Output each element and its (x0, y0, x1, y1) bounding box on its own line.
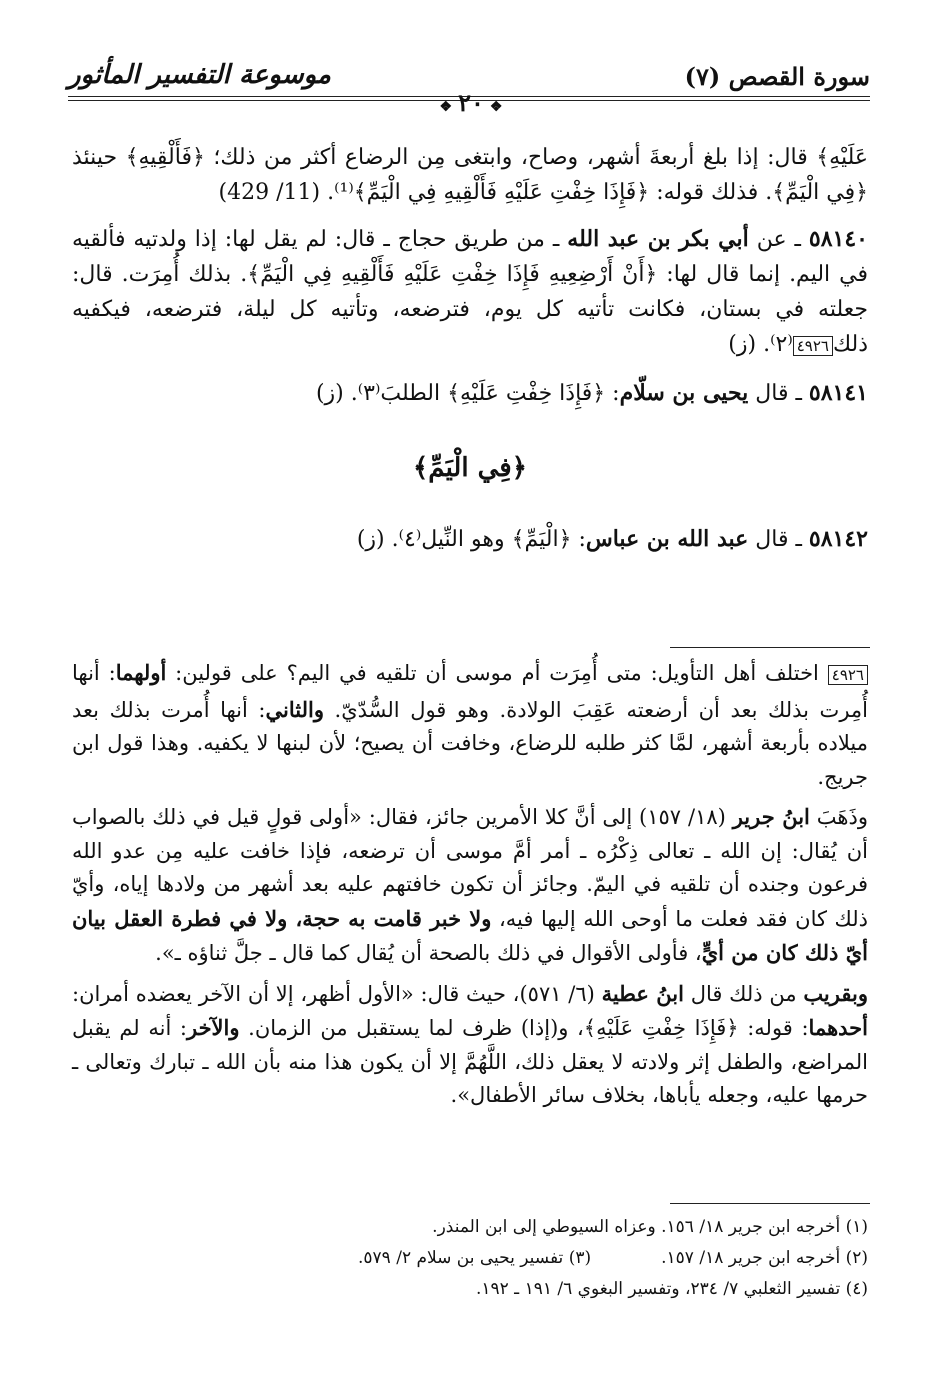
main-text (72, 140, 868, 569)
commentary-text: اختلف أهل التأويل: متى أُمِرَت أم موسى أن تلقيه في اليم؟ على قولين: (166, 661, 828, 685)
narration-number: ٥٨١٤١ (808, 380, 868, 406)
narration-text: : ﴿فَإِذَا خِفْتِ عَلَيْهِ﴾ الطلبَ⁽٣⁾. (ز) (315, 381, 620, 406)
ornament-icon: ❖ (489, 99, 503, 115)
narration-text: ـ من طريق حجاج ـ قال: لم يقل لها: إذا ولدتيه فألقيه في اليم. إنما قال لها: ﴿أَنْ أَرْضِعِيهِ فَإِذَا خِفْتِ عَلَيْهِ فَأَلْقِيهِ فِي الْيَمِّ﴾. بذلك أُمِرَت. قال: جعلته في بستان، فكانت تأتيه كل يوم، فترضعه، وتأتيه كل ليلة، فترضعه، فيكفيه ذلك (72, 227, 868, 357)
footnote-1: (١) أخرجه ابن جرير ١٨/ ١٥٦. وعزاه السيوطي إلى ابن المنذر. (432, 1217, 868, 1237)
commentary-bold: أحدهما (808, 1015, 868, 1040)
narration-number: ٥٨١٤٢ (808, 526, 868, 552)
commentary-bold: ابنُ عطية (601, 980, 684, 1006)
encyclopedia-title: موسوعة التفسير المأثور (68, 60, 331, 90)
narration-text: ـ عن (748, 227, 809, 252)
commentary-bold: والآخر (186, 1015, 240, 1040)
commentary-bold: والثاني (265, 696, 324, 722)
commentary-bold: وبقريب (803, 980, 868, 1006)
footnote-divider (670, 1203, 870, 1204)
commentary-text: : أنها أُمرت بذلك بعد ميلاده بأربعة أشهر، لمَّا كثر طلبه للرضاع، وخافت أن يصيح؛ لأن لبنها لا يكفيه. وهذا قول ابن جريج. (72, 697, 868, 789)
commentary-bold: أولهما (115, 660, 167, 685)
paragraph-continuation: عَلَيْهِ﴾ قال: إذا بلغ أربعةَ أشهر، وصاح، وابتغى مِن الرضاع أكثر من ذلك؛ ﴿فَأَلْقِيهِ﴾ حينئذ ﴿فِي الْيَمِّ﴾. فذلك قوله: ﴿فَإِذَا خِفْتِ عَلَيْهِ فَأَلْقِيهِ فِي الْيَمِّ﴾⁽¹⁾. (11/ 429) (72, 145, 868, 205)
page-number-text: ٢٠ (458, 88, 484, 117)
commentary-text: (١٨/ ١٥٧) إلى أنَّ كلا الأمرين جائز، فقال: «أولى قولٍ قيل في ذلك بالصواب أن يُقال: إن الله ـ تعالى ذِكْرُه ـ أمر أمَّ موسى أن ترضعه، فإذا خافت عليه مِن عدو الله فرعون وجنده أن تلقيه في اليمّ. وجائز أن تكون خافتهم عليه بعد أشهر من ولادها إياه، وأيّ ذلك كان فقد فعلت ما أوحى الله إليها فيه، (72, 805, 868, 931)
narration-number: ٥٨١٤٠ (808, 226, 868, 252)
commentary-divider (670, 647, 870, 648)
commentary-text: وذَهَبَ (809, 805, 868, 829)
commentary-paragraph (72, 977, 868, 1113)
narration-text: ـ قال (748, 381, 809, 406)
footnote-2: (٢) أخرجه ابن جرير ١٨/ ١٥٧. (661, 1248, 868, 1268)
narration-58141 (72, 376, 868, 411)
commentary-ref: ٤٩٢٦ (793, 336, 833, 356)
footnote-4: (٤) تفسير الثعلبي ٧/ ٢٣٤، وتفسير البغوي ٦/ ١٩١ ـ ١٩٢. (475, 1279, 868, 1299)
narration-text: : ﴿الْيَمِّ﴾ وهو النِّيل⁽٤⁾. (ز) (356, 527, 586, 552)
commentary-text: : أنها أُمِرت بذلك بعد أن أرضعته عَقِبَ الولادة. وهو قول السُّدّيّ. (72, 661, 868, 722)
footnote-3: (٣) تفسير يحيى بن سلام ٢/ ٥٧٩. (357, 1248, 592, 1268)
commentary-section (72, 656, 868, 1119)
ornament-icon: ❖ (439, 99, 453, 115)
commentary-bold: ابنُ جرير (732, 804, 810, 829)
commentary-text: : قوله: ﴿فَإِذَا خِفْتِ عَلَيْهِ﴾، و(إذا) ظرف لما يستقبل من الزمان. (239, 1016, 809, 1040)
commentary-paragraph (72, 656, 868, 794)
footnotes (72, 1212, 868, 1305)
footnote-row (72, 1243, 868, 1274)
section-heading: ﴿فِي الْيَمِّ﴾ (413, 453, 527, 483)
narrator-name: عبد الله بن عباس (585, 526, 749, 552)
narrator-name: يحيى بن سلّام (619, 380, 749, 406)
commentary-text: ، فأولى الأقوال في ذلك بالصحة أن يُقال كما قال ـ جلَّ ثناؤه ـ». (155, 941, 702, 965)
narration-text: ـ قال (748, 527, 809, 552)
commentary-number: ٤٩٢٦ (828, 665, 868, 685)
commentary-text: من ذلك قال (683, 981, 804, 1006)
narration-text: ⁽٢⁾. (ز) (728, 332, 793, 357)
page-number (0, 88, 942, 117)
narration-58140 (72, 222, 868, 364)
narration-58142 (72, 522, 868, 557)
narrator-name: أبي بكر بن عبد الله (567, 226, 749, 252)
commentary-bold: ولا خبر قامت به حجة، ولا في فطرة العقل بيان أيّ ذلك كان من أيٍّ (72, 905, 868, 965)
surah-title: سورة القصص (٧) (684, 62, 870, 91)
commentary-text: : أنه لم يقبل المراضع، والطفل إثر ولادته لا يعقل ذلك، اللَّهُمَّ إلا أن يكون هذا منه بأن الله ـ تبارك وتعالى ـ حرمها عليه، وجعله يأباها، بخلاف سائر الأطفال». (72, 1016, 868, 1107)
commentary-paragraph (72, 800, 868, 971)
commentary-text: (٦/ ٥٧١)، حيث قال: «الأول أظهر، إلا أن الآخر يعضده أمران: (72, 981, 602, 1006)
